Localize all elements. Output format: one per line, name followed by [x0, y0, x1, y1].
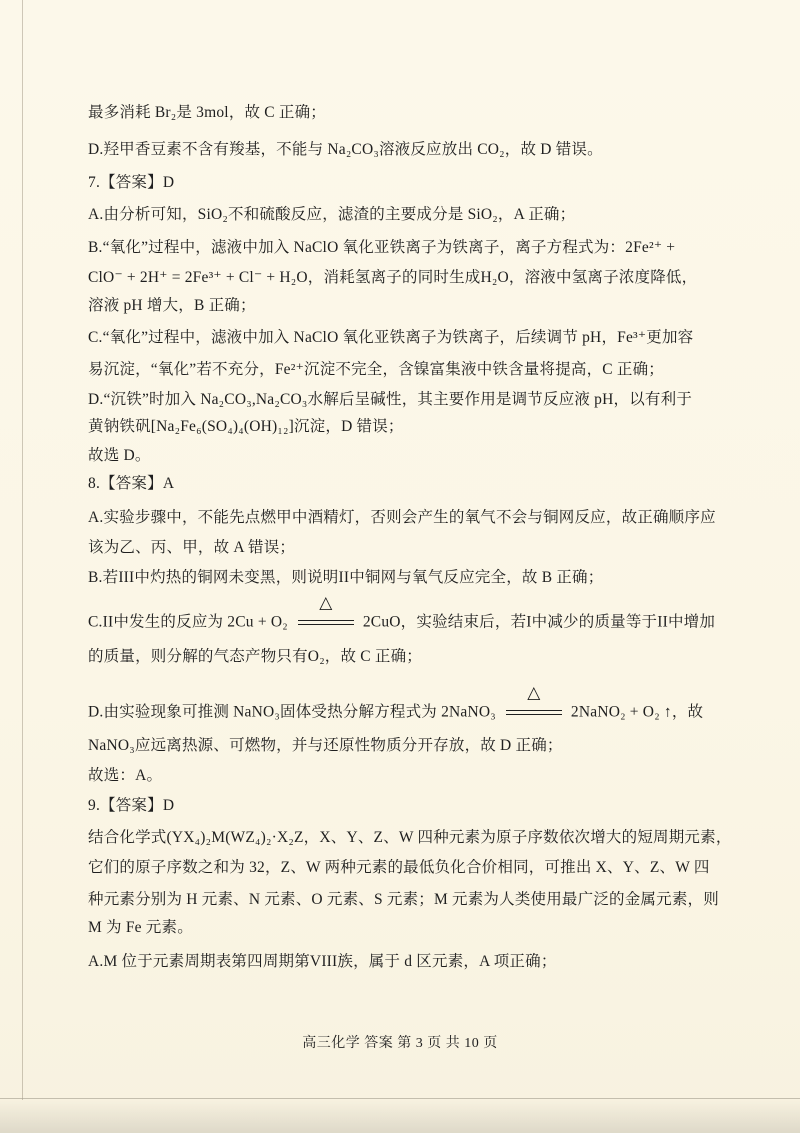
q7-answer-heading: 7.【答案】D	[88, 174, 175, 191]
q6-option-d-line: D.羟甲香豆素不含有羧基，不能与 Na₂CO₃溶液反应放出 CO₂，故 D 错误。	[88, 141, 603, 158]
heating-condition-arrow	[506, 683, 562, 717]
equation-left-side: D.由实验现象可推测 NaNO₃固体受热分解方程式为 2NaNO₃	[88, 703, 496, 721]
page-footer: 高三化学 答案 第 3 页 共 10 页	[302, 1036, 498, 1051]
q9-analysis-line-2: 它们的原子序数之和为 32，Z、W 两种元素的最低负化合价相同，可推出 X、Y、Z、W 四	[88, 859, 710, 876]
q8-option-d-equation-line	[88, 683, 704, 724]
q7-option-b-line-3: 溶液 pH 增大，B 正确；	[88, 297, 256, 314]
q8-answer-heading: 8.【答案】A	[88, 475, 175, 492]
heating-condition-arrow	[298, 593, 354, 627]
equation-right-side: 2NaNO₂ + O₂ ↑，故	[570, 703, 704, 721]
q9-analysis-line-3: 种元素分别为 H 元素、N 元素、O 元素、S 元素；M 元素为人类使用最广泛的金属元素，则	[88, 891, 719, 908]
q9-analysis-line-1: 结合化学式(YX₄)₂M(WZ₄)₂·X₂Z，X、Y、Z、W 四种元素为原子序数依次增大的短周期元素，	[88, 829, 732, 846]
q8-option-b-line-1: B.若III中灼热的铜网未变黑，则说明II中铜网与氧气反应完全，故 B 正确；	[88, 569, 604, 586]
scan-shadow-band	[0, 1098, 800, 1133]
q8-option-c-line-2: 的质量，则分解的气态产物只有O₂，故 C 正确；	[88, 648, 422, 665]
q7-option-d-line-2: 黄钠铁矾[Na₂Fe₆(SO₄)₄(OH)₁₂]沉淀，D 错误；	[88, 418, 404, 435]
q8-option-a-line-1: A.实验步骤中，不能先点燃甲中酒精灯，否则会产生的氧气不会与铜网反应，故正确顺序应	[88, 509, 716, 526]
q7-conclusion: 故选 D。	[88, 447, 151, 464]
equation-left-side: C.II中发生的反应为 2Cu + O₂	[88, 613, 288, 631]
q8-option-c-equation-line	[88, 593, 716, 634]
q7-option-c-line-1: C.“氧化”过程中，滤液中加入 NaClO 氧化亚铁离子为铁离子，后续调节 pH，Fe³⁺更加容	[88, 329, 694, 346]
q7-option-b-line-1: B.“氧化”过程中，滤液中加入 NaClO 氧化亚铁离子为铁离子，离子方程式为：2Fe²⁺ +	[88, 239, 676, 256]
q9-answer-heading: 9.【答案】D	[88, 797, 175, 814]
q8-conclusion: 故选：A。	[88, 767, 163, 784]
equals-double-line	[506, 710, 562, 715]
q7-option-a-line-1: A.由分析可知，SiO₂不和硫酸反应，滤渣的主要成分是 SiO₂，A 正确；	[88, 206, 576, 223]
equation-right-side: 2CuO，实验结束后，若I中减少的质量等于II中增加	[362, 613, 716, 631]
equals-double-line	[298, 620, 354, 625]
q7-option-c-line-2: 易沉淀，“氧化”若不充分，Fe²⁺沉淀不完全，含镍富集液中铁含量将提高，C 正确；	[88, 361, 665, 378]
q7-option-b-line-2: ClO⁻ + 2H⁺ = 2Fe³⁺ + Cl⁻ + H₂O，消耗氢离子的同时生成H₂O，溶液中氢离子浓度降低，	[88, 269, 698, 286]
q6-line-1: 最多消耗 Br₂是 3mol，故 C 正确；	[88, 104, 327, 121]
q7-option-d-line-1: D.“沉铁”时加入 Na₂CO₃,Na₂CO₃水解后呈碱性，其主要作用是调节反应液 pH，以有利于	[88, 391, 693, 408]
q9-option-a-line-1: A.M 位于元素周期表第四周期第VIII族，属于 d 区元素，A 项正确；	[88, 953, 557, 970]
scan-edge-line	[22, 0, 23, 1100]
q8-option-d-line-2: NaNO₃应远离热源、可燃物，并与还原性物质分开存放，故 D 正确；	[88, 737, 563, 754]
heat-triangle-symbol: △	[527, 683, 541, 703]
q8-option-a-line-2: 该为乙、丙、甲，故 A 错误；	[88, 539, 296, 556]
q9-analysis-line-4: M 为 Fe 元素。	[88, 919, 193, 936]
heat-triangle-symbol: △	[319, 593, 333, 613]
